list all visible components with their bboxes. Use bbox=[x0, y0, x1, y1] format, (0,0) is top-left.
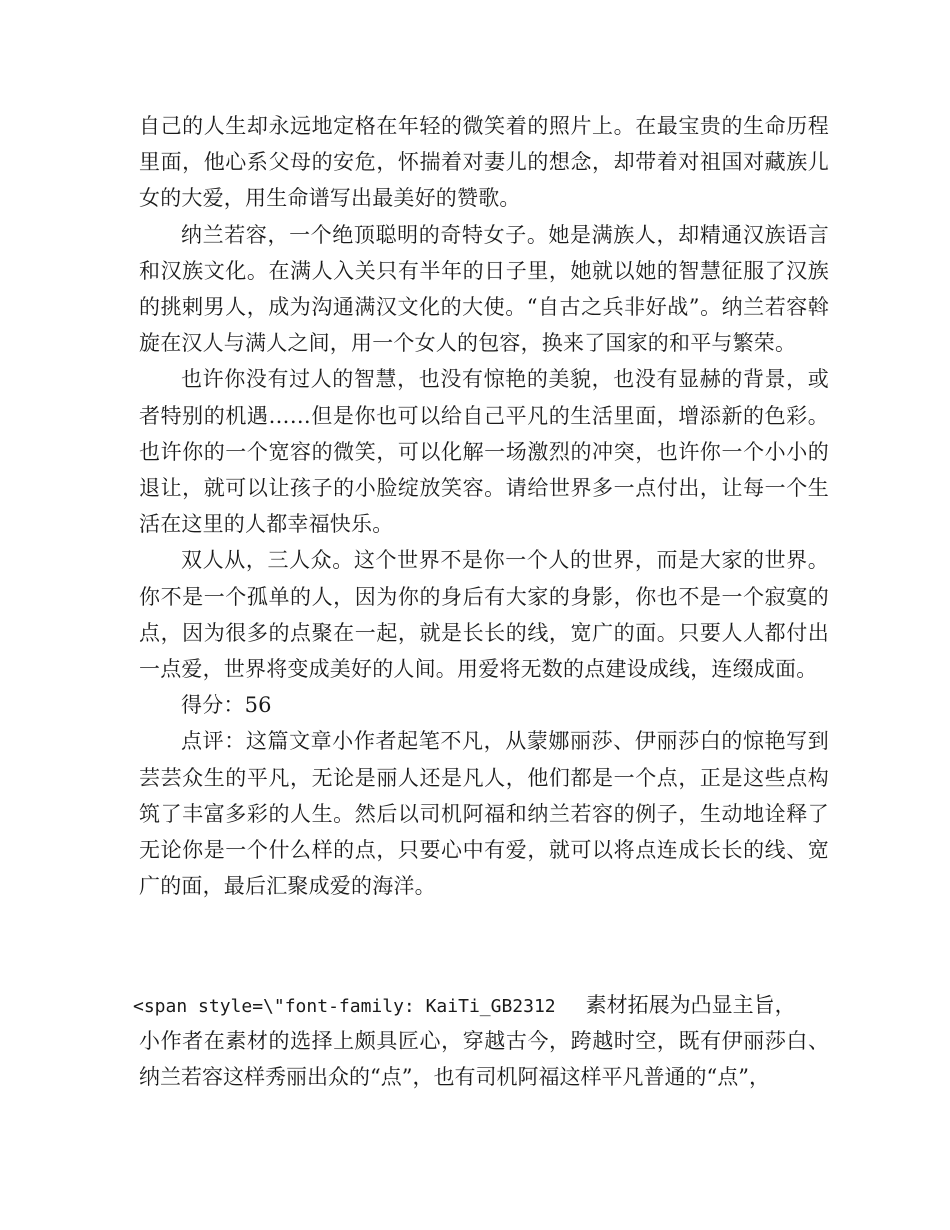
tail-paragraph: 小作者在素材的选择上颇具匠心，穿越古今，跨越时空，既有伊丽莎白、纳兰若容这样秀丽出众的“点”，也有司机阿福这样平凡普通的“点”， bbox=[139, 1029, 829, 1090]
tail-text-block bbox=[139, 1023, 829, 1095]
comment-paragraph: 点评：这篇文章小作者起笔不凡，从蒙娜丽莎、伊丽莎白的惊艳写到芸芸众生的平凡，无论是丽人还是凡人，他们都是一个点，正是这些点构筑了丰富多彩的人生。然后以司机阿福和纳兰若容的例子，生动地诠释了无论你是一个什么样的点，只要心中有爱，就可以将点连成长长的线、宽广的面，最后汇聚成爱的海洋。 bbox=[139, 729, 829, 899]
score-line: 得分：56 bbox=[181, 693, 272, 718]
raw-markup-line bbox=[133, 987, 829, 1025]
paragraph-4: 双人从，三人众。这个世界不是你一个人的世界，而是大家的世界。你不是一个孤单的人，因为你的身后有大家的身影，你也不是一个寂寞的点，因为很多的点聚在一起，就是长长的线，宽广的面。只要人人都付出一点爱，世界将变成美好的人间。用爱将无数的点建设成线，连缀成面。 bbox=[139, 548, 829, 682]
paragraph-3: 也许你没有过人的智慧，也没有惊艳的美貌，也没有显赫的背景，或者特别的机遇……但是你也可以给自己平凡的生活里面，增添新的色彩。也许你的一个宽容的微笑，可以化解一场激烈的冲突，也许你一个小小的退让，就可以让孩子的小脸绽放笑容。请给世界多一点付出，让每一个生活在这里的人都幸福快乐。 bbox=[139, 367, 829, 537]
material-heading-text: 素材拓展为凸显主旨， bbox=[585, 993, 796, 1017]
raw-markup-text: <span style=\"font-family: KaiTi_GB2312 bbox=[133, 996, 556, 1017]
paragraph-1: 自己的人生却永远地定格在年轻的微笑着的照片上。在最宝贵的生命历程里面，他心系父母的安危，怀揣着对妻儿的想念，却带着对祖国对藏族儿女的大爱，用生命谱写出最美好的赞歌。 bbox=[139, 114, 829, 211]
paragraph-2: 纳兰若容，一个绝顶聪明的奇特女子。她是满族人，却精通汉族语言和汉族文化。在满人入关只有半年的日子里，她就以她的智慧征服了汉族的挑剌男人，成为沟通满汉文化的大使。“自古之兵非好战”。纳兰若容斡旋在汉人与满人之间，用一个女人的包容，换来了国家的和平与繁荣。 bbox=[139, 222, 829, 356]
article-body bbox=[139, 108, 829, 904]
